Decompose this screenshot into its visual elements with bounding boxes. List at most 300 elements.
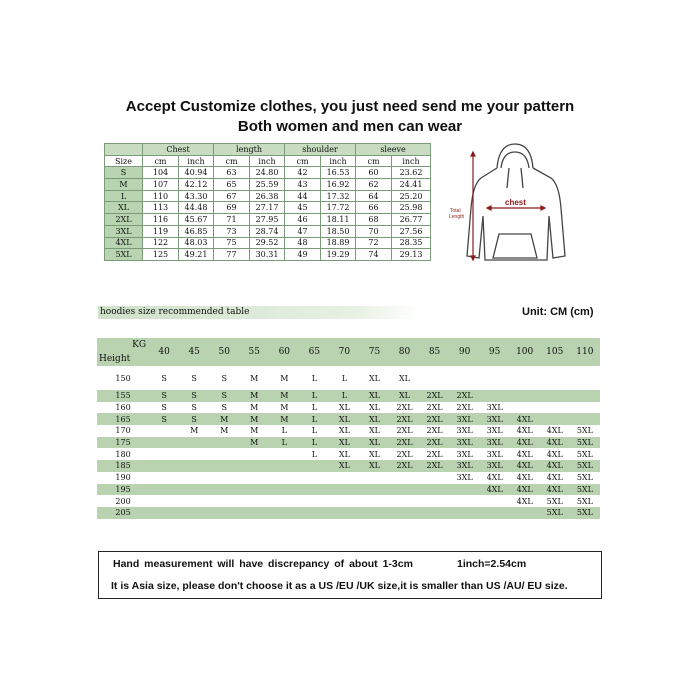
- size-row: [105, 237, 431, 249]
- recommend-size-cell: XL: [329, 460, 359, 472]
- size-unit-cell: inch: [321, 155, 356, 167]
- recommend-size-cell: 3XL: [480, 448, 510, 460]
- size-value-cell: 125: [143, 249, 179, 261]
- recommend-size-cell: S: [209, 402, 239, 414]
- height-cell: 190: [97, 472, 149, 484]
- size-group-length: length: [214, 144, 285, 156]
- recommend-size-cell: [420, 507, 450, 519]
- recommend-size-cell: [450, 484, 480, 496]
- recommend-size-cell: 4XL: [510, 437, 540, 449]
- size-value-cell: 27.95: [250, 214, 285, 226]
- size-value-cell: 18.11: [321, 214, 356, 226]
- recommend-size-cell: XL: [329, 448, 359, 460]
- recommend-size-cell: M: [269, 413, 299, 425]
- recommend-size-cell: [269, 460, 299, 472]
- weight-header-cell: 95: [480, 338, 510, 366]
- size-value-cell: 113: [143, 202, 179, 214]
- recommend-size-cell: L: [299, 390, 329, 402]
- size-value-cell: 18.50: [321, 225, 356, 237]
- size-value-cell: 42.12: [179, 179, 214, 191]
- recommend-size-cell: [299, 484, 329, 496]
- recommend-size-cell: 2XL: [420, 413, 450, 425]
- recommend-size-cell: 5XL: [570, 425, 600, 437]
- recommend-size-cell: 5XL: [570, 437, 600, 449]
- weight-header-cell: 105: [540, 338, 570, 366]
- chest-label: chest: [505, 198, 526, 207]
- recommend-size-cell: [570, 390, 600, 402]
- recommend-size-cell: L: [299, 366, 329, 390]
- recommend-size-cell: [239, 448, 269, 460]
- recommend-size-cell: 5XL: [570, 507, 600, 519]
- recommend-size-cell: 2XL: [389, 448, 419, 460]
- recommend-size-cell: [299, 507, 329, 519]
- recommend-size-cell: 2XL: [389, 425, 419, 437]
- height-cell: 185: [97, 460, 149, 472]
- recommend-size-cell: XL: [389, 366, 419, 390]
- recommend-size-cell: [209, 472, 239, 484]
- unit-label: Unit: CM (cm): [522, 306, 594, 318]
- recommend-size-cell: S: [179, 390, 209, 402]
- recommend-size-cell: 3XL: [480, 402, 510, 414]
- length-label-1: Total: [450, 208, 461, 214]
- height-row: [97, 448, 600, 460]
- recommend-size-cell: [149, 495, 179, 507]
- weight-header-cell: 70: [329, 338, 359, 366]
- recommend-size-cell: 5XL: [570, 460, 600, 472]
- height-cell: 170: [97, 425, 149, 437]
- recommend-size-cell: L: [299, 425, 329, 437]
- size-value-cell: 67: [214, 190, 250, 202]
- recommend-size-cell: [540, 402, 570, 414]
- recommend-size-cell: [149, 448, 179, 460]
- recommend-size-cell: XL: [359, 390, 389, 402]
- recommend-size-cell: 3XL: [480, 460, 510, 472]
- recommend-size-cell: [179, 448, 209, 460]
- recommend-size-cell: [420, 472, 450, 484]
- recommend-size-cell: 4XL: [480, 484, 510, 496]
- recommend-size-cell: L: [299, 437, 329, 449]
- weight-header-cell: 100: [510, 338, 540, 366]
- size-unit-cell: inch: [250, 155, 285, 167]
- recommend-size-cell: 2XL: [389, 460, 419, 472]
- recommend-size-cell: [149, 437, 179, 449]
- size-value-cell: 29.52: [250, 237, 285, 249]
- size-value-cell: 29.13: [392, 249, 431, 261]
- recommend-size-cell: [179, 484, 209, 496]
- weight-header-cell: 85: [420, 338, 450, 366]
- notes-box: [98, 551, 602, 599]
- recommend-size-cell: [209, 448, 239, 460]
- recommend-size-cell: XL: [329, 413, 359, 425]
- recommend-size-cell: [420, 495, 450, 507]
- height-row: [97, 425, 600, 437]
- size-value-cell: 17.32: [321, 190, 356, 202]
- size-unit-header-row: [105, 155, 431, 167]
- height-row: [97, 402, 600, 414]
- recommend-size-cell: [239, 460, 269, 472]
- recommend-size-cell: 3XL: [450, 460, 480, 472]
- recommend-size-cell: [149, 472, 179, 484]
- recommend-size-cell: 5XL: [570, 495, 600, 507]
- recommend-size-cell: 2XL: [420, 390, 450, 402]
- size-value-cell: 46: [285, 214, 321, 226]
- height-row: [97, 472, 600, 484]
- recommend-size-cell: XL: [359, 460, 389, 472]
- note-asia-size: It is Asia size, please don't choose it as a US /EU /UK size,it is smaller than US /AU/ EU size.: [111, 580, 568, 592]
- size-group-sleeve: sleeve: [356, 144, 431, 156]
- height-row: [97, 366, 600, 390]
- size-corner-cell: [105, 144, 143, 156]
- recommend-size-cell: [510, 402, 540, 414]
- size-value-cell: 47: [285, 225, 321, 237]
- size-value-cell: 26.38: [250, 190, 285, 202]
- recommend-size-cell: 2XL: [450, 390, 480, 402]
- recommend-size-cell: 2XL: [420, 437, 450, 449]
- size-value-cell: 30.31: [250, 249, 285, 261]
- size-group-shoulder: shoulder: [285, 144, 356, 156]
- size-value-cell: 48.03: [179, 237, 214, 249]
- recommend-size-cell: M: [209, 413, 239, 425]
- recommend-size-cell: L: [329, 366, 359, 390]
- size-value-cell: 26.77: [392, 214, 431, 226]
- recommend-size-cell: [450, 507, 480, 519]
- recommend-size-cell: M: [209, 425, 239, 437]
- size-value-cell: 25.20: [392, 190, 431, 202]
- recommend-size-cell: [329, 507, 359, 519]
- size-value-cell: 70: [356, 225, 392, 237]
- recommend-size-cell: [570, 366, 600, 390]
- weight-header-cell: 65: [299, 338, 329, 366]
- recommend-size-cell: M: [269, 402, 299, 414]
- size-value-cell: 23.62: [392, 167, 431, 179]
- recommend-size-cell: [149, 425, 179, 437]
- size-unit-cell: cm: [285, 155, 321, 167]
- size-value-cell: 28.74: [250, 225, 285, 237]
- recommend-size-cell: [239, 507, 269, 519]
- recommend-size-cell: [299, 495, 329, 507]
- recommend-size-cell: 4XL: [540, 425, 570, 437]
- height-row: [97, 460, 600, 472]
- weight-header-cell: 80: [389, 338, 419, 366]
- recommend-table-title: hoodies size recommended table: [98, 306, 420, 319]
- height-row: [97, 390, 600, 402]
- recommend-size-cell: [570, 413, 600, 425]
- recommend-size-cell: L: [299, 402, 329, 414]
- size-row: [105, 190, 431, 202]
- recommend-size-cell: L: [269, 425, 299, 437]
- size-value-cell: 74: [356, 249, 392, 261]
- recommend-size-cell: 4XL: [510, 448, 540, 460]
- recommend-size-cell: L: [269, 437, 299, 449]
- recommend-size-cell: [359, 495, 389, 507]
- recommend-size-cell: XL: [359, 402, 389, 414]
- recommend-size-cell: 4XL: [540, 448, 570, 460]
- recommend-size-cell: [329, 495, 359, 507]
- recommend-size-cell: [389, 507, 419, 519]
- recommend-size-cell: L: [329, 390, 359, 402]
- recommend-size-cell: S: [149, 366, 179, 390]
- recommend-size-cell: 2XL: [420, 425, 450, 437]
- recommend-size-cell: XL: [329, 425, 359, 437]
- size-value-cell: 16.92: [321, 179, 356, 191]
- recommend-size-cell: [329, 472, 359, 484]
- recommend-size-cell: 4XL: [510, 495, 540, 507]
- weight-header-cell: 60: [269, 338, 299, 366]
- recommend-size-cell: [269, 448, 299, 460]
- recommend-size-cell: XL: [359, 425, 389, 437]
- size-row: [105, 225, 431, 237]
- size-value-cell: 110: [143, 190, 179, 202]
- size-row: [105, 249, 431, 261]
- size-value-cell: 18.89: [321, 237, 356, 249]
- size-unit-cell: inch: [392, 155, 431, 167]
- size-unit-cell: cm: [356, 155, 392, 167]
- recommend-size-cell: 3XL: [450, 425, 480, 437]
- size-value-cell: 45.67: [179, 214, 214, 226]
- height-label: Height: [99, 354, 131, 364]
- height-cell: 200: [97, 495, 149, 507]
- size-value-cell: 77: [214, 249, 250, 261]
- size-value-cell: 65: [214, 179, 250, 191]
- height-cell: 150: [97, 366, 149, 390]
- recommend-size-cell: [179, 472, 209, 484]
- size-row: [105, 214, 431, 226]
- recommend-size-cell: [540, 390, 570, 402]
- recommend-size-cell: [209, 437, 239, 449]
- size-value-cell: 43.30: [179, 190, 214, 202]
- recommend-size-cell: [299, 460, 329, 472]
- size-label-cell: Size: [105, 155, 143, 167]
- size-value-cell: 75: [214, 237, 250, 249]
- recommend-size-cell: [329, 484, 359, 496]
- height-cell: 180: [97, 448, 149, 460]
- recommend-size-cell: [209, 484, 239, 496]
- size-value-cell: 64: [356, 190, 392, 202]
- weight-header-cell: 50: [209, 338, 239, 366]
- recommend-size-cell: M: [269, 366, 299, 390]
- recommend-size-cell: L: [299, 448, 329, 460]
- height-cell: 155: [97, 390, 149, 402]
- recommend-size-cell: S: [149, 402, 179, 414]
- size-value-cell: 40.94: [179, 167, 214, 179]
- size-unit-cell: inch: [179, 155, 214, 167]
- weight-header-cell: 45: [179, 338, 209, 366]
- note-inch-conversion: 1inch=2.54cm: [457, 558, 527, 570]
- recommend-size-cell: [540, 413, 570, 425]
- recommend-size-cell: [359, 472, 389, 484]
- recommend-size-cell: M: [179, 425, 209, 437]
- recommend-size-cell: 4XL: [510, 472, 540, 484]
- recommend-size-cell: 5XL: [540, 507, 570, 519]
- height-row: [97, 495, 600, 507]
- recommend-size-cell: [450, 366, 480, 390]
- weight-header-cell: 40: [149, 338, 179, 366]
- recommend-size-cell: [450, 495, 480, 507]
- size-value-cell: 28.35: [392, 237, 431, 249]
- recommend-size-cell: 4XL: [540, 460, 570, 472]
- recommend-size-cell: 2XL: [450, 402, 480, 414]
- recommend-size-cell: [480, 366, 510, 390]
- recommend-size-cell: S: [149, 390, 179, 402]
- size-value-cell: 104: [143, 167, 179, 179]
- size-value-cell: 66: [356, 202, 392, 214]
- recommend-size-cell: [209, 460, 239, 472]
- recommend-size-cell: [480, 390, 510, 402]
- size-value-cell: 44: [285, 190, 321, 202]
- height-cell: 160: [97, 402, 149, 414]
- recommend-size-cell: 4XL: [510, 425, 540, 437]
- recommend-size-cell: [239, 472, 269, 484]
- recommend-size-cell: XL: [359, 437, 389, 449]
- recommend-size-cell: 2XL: [389, 413, 419, 425]
- length-label-2: Length: [449, 214, 465, 220]
- recommend-size-cell: M: [239, 413, 269, 425]
- weight-header-cell: 110: [570, 338, 600, 366]
- size-value-cell: 62: [356, 179, 392, 191]
- size-value-cell: 27.17: [250, 202, 285, 214]
- hoodie-diagram: [443, 138, 583, 273]
- size-value-cell: 16.53: [321, 167, 356, 179]
- recommend-size-cell: [269, 484, 299, 496]
- size-row: [105, 179, 431, 191]
- headline-unisex: Both women and men can wear: [237, 118, 463, 135]
- recommend-size-cell: XL: [359, 413, 389, 425]
- recommend-size-cell: 4XL: [510, 413, 540, 425]
- size-name-cell: 3XL: [105, 225, 143, 237]
- recommend-size-cell: 3XL: [450, 413, 480, 425]
- recommend-size-cell: 4XL: [510, 484, 540, 496]
- size-name-cell: 4XL: [105, 237, 143, 249]
- recommend-size-cell: XL: [359, 448, 389, 460]
- recommend-size-cell: M: [239, 402, 269, 414]
- recommend-size-cell: M: [239, 390, 269, 402]
- size-value-cell: 122: [143, 237, 179, 249]
- height-row: [97, 413, 600, 425]
- size-value-cell: 69: [214, 202, 250, 214]
- size-value-cell: 44.48: [179, 202, 214, 214]
- height-row: [97, 484, 600, 496]
- recommend-size-cell: [420, 366, 450, 390]
- size-value-cell: 49.21: [179, 249, 214, 261]
- recommend-size-cell: 4XL: [540, 437, 570, 449]
- size-value-cell: 24.41: [392, 179, 431, 191]
- recommend-size-cell: M: [239, 425, 269, 437]
- recommend-size-cell: [540, 366, 570, 390]
- recommend-size-cell: XL: [359, 366, 389, 390]
- size-unit-cell: cm: [143, 155, 179, 167]
- recommend-size-cell: [269, 495, 299, 507]
- recommend-size-cell: [420, 484, 450, 496]
- size-name-cell: S: [105, 167, 143, 179]
- recommend-size-cell: [359, 507, 389, 519]
- recommend-size-cell: 3XL: [450, 448, 480, 460]
- size-value-cell: 63: [214, 167, 250, 179]
- size-row: [105, 167, 431, 179]
- recommend-size-cell: L: [299, 413, 329, 425]
- size-unit-cell: cm: [214, 155, 250, 167]
- size-value-cell: 116: [143, 214, 179, 226]
- height-cell: 165: [97, 413, 149, 425]
- recommend-size-cell: S: [209, 390, 239, 402]
- size-value-cell: 25.59: [250, 179, 285, 191]
- height-row: [97, 507, 600, 519]
- height-row: [97, 437, 600, 449]
- note-discrepancy: Hand measurement will have discrepancy of about 1-3cm: [113, 558, 413, 570]
- height-cell: 195: [97, 484, 149, 496]
- size-value-cell: 46.85: [179, 225, 214, 237]
- recommend-size-cell: 3XL: [450, 437, 480, 449]
- recommend-size-cell: [389, 484, 419, 496]
- recommend-size-cell: 4XL: [540, 472, 570, 484]
- recommend-size-cell: [359, 484, 389, 496]
- recommend-size-cell: S: [179, 413, 209, 425]
- size-value-cell: 19.29: [321, 249, 356, 261]
- size-value-cell: 73: [214, 225, 250, 237]
- recommend-size-cell: [239, 495, 269, 507]
- size-value-cell: 42: [285, 167, 321, 179]
- recommend-size-cell: [389, 495, 419, 507]
- size-group-chest: Chest: [143, 144, 214, 156]
- recommend-size-cell: [269, 472, 299, 484]
- recommend-size-cell: S: [149, 413, 179, 425]
- size-value-cell: 71: [214, 214, 250, 226]
- recommend-size-cell: S: [209, 366, 239, 390]
- recommend-size-cell: XL: [389, 390, 419, 402]
- recommend-size-cell: [179, 495, 209, 507]
- recommend-size-cell: [149, 460, 179, 472]
- headline-customize: Accept Customize clothes, you just need send me your pattern: [125, 98, 575, 115]
- size-name-cell: 5XL: [105, 249, 143, 261]
- recommend-size-cell: [179, 507, 209, 519]
- size-name-cell: L: [105, 190, 143, 202]
- recommend-size-cell: S: [179, 366, 209, 390]
- recommend-size-cell: 2XL: [420, 448, 450, 460]
- recommend-size-cell: [480, 495, 510, 507]
- recommend-size-cell: [389, 472, 419, 484]
- size-value-cell: 60: [356, 167, 392, 179]
- recommend-size-cell: [510, 390, 540, 402]
- recommend-size-cell: 4XL: [510, 460, 540, 472]
- recommend-size-cell: [269, 507, 299, 519]
- size-row: [105, 202, 431, 214]
- weight-header-cell: 75: [359, 338, 389, 366]
- recommend-size-cell: 5XL: [540, 495, 570, 507]
- height-weight-corner: [97, 338, 149, 366]
- recommend-size-cell: M: [239, 437, 269, 449]
- size-value-cell: 25.98: [392, 202, 431, 214]
- recommend-size-cell: 2XL: [420, 460, 450, 472]
- size-group-header-row: [105, 144, 431, 156]
- recommend-size-cell: 2XL: [389, 437, 419, 449]
- recommend-size-cell: [149, 507, 179, 519]
- recommend-size-cell: [209, 495, 239, 507]
- weight-header-cell: 55: [239, 338, 269, 366]
- size-name-cell: 2XL: [105, 214, 143, 226]
- recommend-size-cell: 4XL: [540, 484, 570, 496]
- recommend-size-cell: [179, 460, 209, 472]
- size-value-cell: 43: [285, 179, 321, 191]
- recommend-size-cell: [299, 472, 329, 484]
- size-value-cell: 68: [356, 214, 392, 226]
- size-value-cell: 49: [285, 249, 321, 261]
- size-value-cell: 27.56: [392, 225, 431, 237]
- recommend-size-cell: [510, 507, 540, 519]
- recommend-size-cell: 3XL: [480, 425, 510, 437]
- weight-header-row: [97, 338, 600, 366]
- kg-label: KG: [132, 340, 147, 350]
- recommend-size-cell: 3XL: [450, 472, 480, 484]
- recommend-size-cell: [209, 507, 239, 519]
